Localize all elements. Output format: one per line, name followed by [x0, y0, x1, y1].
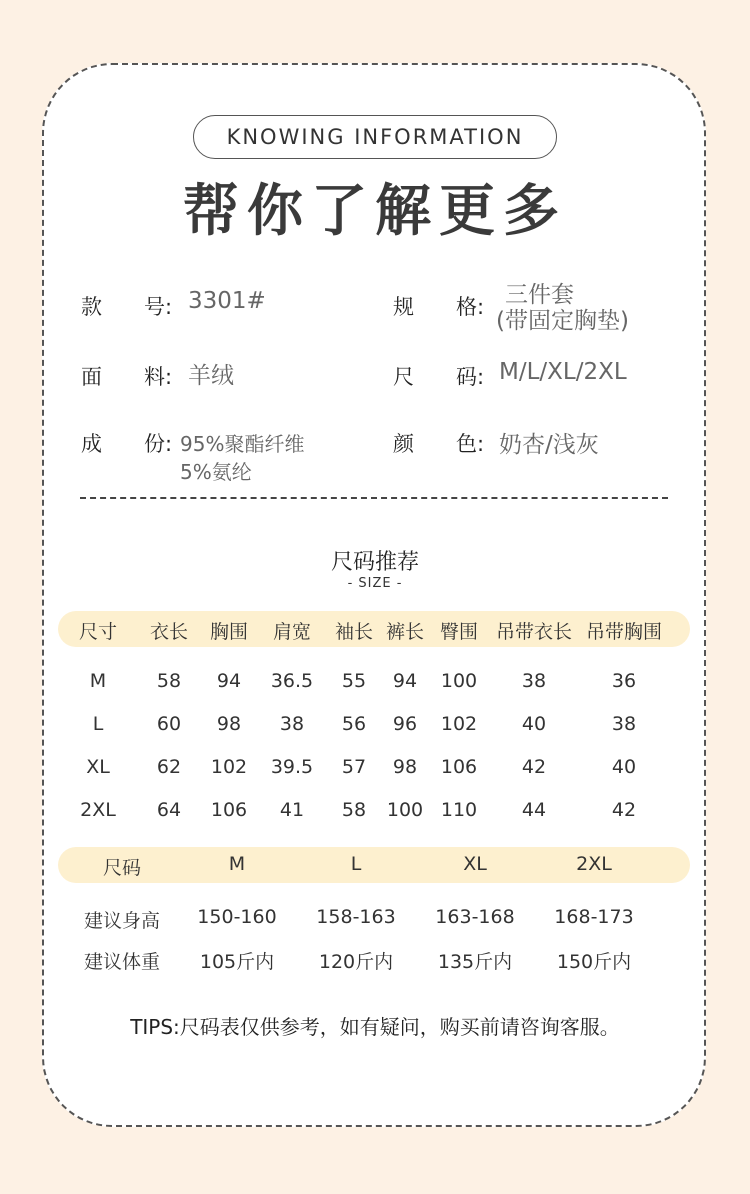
- size-table-cell: 2XL: [80, 799, 116, 821]
- size-table-cell: 98: [216, 713, 242, 735]
- size-table-cell: 55: [341, 670, 367, 692]
- size-table-header-cell: 裤长: [385, 621, 425, 643]
- color-value: 奶杏/浅灰: [499, 432, 599, 458]
- size-table-cell: 42: [521, 756, 547, 778]
- size-table-cell: 41: [279, 799, 305, 821]
- size-table-cell: 64: [156, 799, 182, 821]
- size-table-cell: 94: [216, 670, 242, 692]
- size-section-title: 尺码推荐: [330, 550, 419, 575]
- size-table-cell: 39.5: [270, 756, 314, 778]
- size-table-cell: 57: [341, 756, 367, 778]
- size-label: 尺 码:: [393, 365, 485, 389]
- size-table-cell: 56: [341, 713, 367, 735]
- size-table-cell: 40: [521, 713, 547, 735]
- composition-label: 成 份:: [81, 432, 173, 456]
- recommend-table-cell: 150斤内: [556, 951, 632, 973]
- size-table-cell: 102: [210, 756, 248, 778]
- composition-value-line2: 5%氨纶: [180, 460, 252, 484]
- size-table-cell: XL: [86, 756, 110, 778]
- size-table-cell: 60: [156, 713, 182, 735]
- size-section-subtitle: - SIZE -: [347, 576, 403, 591]
- size-table-header-cell: 袖长: [334, 621, 374, 643]
- size-value: M/L/XL/2XL: [499, 359, 627, 385]
- page-title: 帮你了解更多: [183, 179, 567, 244]
- size-table-cell: 106: [440, 756, 478, 778]
- size-table-header-cell: 吊带胸围: [585, 621, 663, 643]
- size-table-cell: M: [89, 670, 107, 692]
- size-table-cell: 62: [156, 756, 182, 778]
- size-table-cell: 100: [386, 799, 424, 821]
- color-label: 颜 色:: [393, 432, 485, 456]
- spec-label: 规 格:: [393, 295, 485, 319]
- recommend-table-cell: 135斤内: [437, 951, 513, 973]
- size-table-header-cell: 尺寸: [78, 621, 118, 643]
- recommend-table-cell: 建议体重: [83, 951, 161, 973]
- size-table-cell: 94: [392, 670, 418, 692]
- size-table-cell: 96: [392, 713, 418, 735]
- recommend-table-cell: 105斤内: [199, 951, 275, 973]
- size-table-cell: 98: [392, 756, 418, 778]
- spec-value-line2: (带固定胸垫): [496, 308, 629, 334]
- tips-text: TIPS:尺码表仅供参考，如有疑问，购买前请咨询客服。: [130, 1015, 620, 1039]
- size-table-header-cell: 吊带衣长: [495, 621, 573, 643]
- style-no-value: 3301#: [188, 288, 266, 314]
- size-table-cell: 38: [521, 670, 547, 692]
- size-table-cell: 58: [341, 799, 367, 821]
- recommend-table-cell: 163-168: [435, 906, 515, 928]
- recommend-table-header-cell: XL: [463, 853, 487, 875]
- size-table-header-cell: 肩宽: [272, 621, 312, 643]
- eyebrow-title: KNOWING INFORMATION: [193, 115, 557, 159]
- recommend-table-cell: 150-160: [197, 906, 277, 928]
- style-no-label: 款 号:: [81, 295, 173, 319]
- recommend-table-header-cell: L: [350, 853, 362, 875]
- size-table-cell: 38: [279, 713, 305, 735]
- size-table-cell: 58: [156, 670, 182, 692]
- recommend-table-cell: 158-163: [316, 906, 396, 928]
- recommend-table-header-cell: 尺码: [102, 857, 142, 879]
- size-table-cell: 38: [611, 713, 637, 735]
- size-table-cell: L: [92, 713, 104, 735]
- recommend-table-header-cell: M: [228, 853, 246, 875]
- size-table-cell: 36.5: [270, 670, 314, 692]
- fabric-value: 羊绒: [188, 363, 234, 389]
- composition-value-line1: 95%聚酯纤维: [180, 432, 305, 456]
- fabric-label: 面 料:: [81, 365, 173, 389]
- size-table-cell: 102: [440, 713, 478, 735]
- spec-value-line1: 三件套: [505, 282, 574, 308]
- size-table-header-cell: 臀围: [439, 621, 479, 643]
- recommend-table-cell: 168-173: [554, 906, 634, 928]
- size-table-cell: 110: [440, 799, 478, 821]
- size-table-cell: 106: [210, 799, 248, 821]
- size-table-cell: 40: [611, 756, 637, 778]
- recommend-table-cell: 建议身高: [83, 910, 161, 932]
- size-table-header-cell: 胸围: [209, 621, 249, 643]
- section-divider: [80, 497, 668, 499]
- size-table-cell: 100: [440, 670, 478, 692]
- size-table-header-cell: 衣长: [149, 621, 189, 643]
- recommend-table-cell: 120斤内: [318, 951, 394, 973]
- size-table-cell: 36: [611, 670, 637, 692]
- recommend-table-header-cell: 2XL: [576, 853, 612, 875]
- size-table-cell: 44: [521, 799, 547, 821]
- size-table-cell: 42: [611, 799, 637, 821]
